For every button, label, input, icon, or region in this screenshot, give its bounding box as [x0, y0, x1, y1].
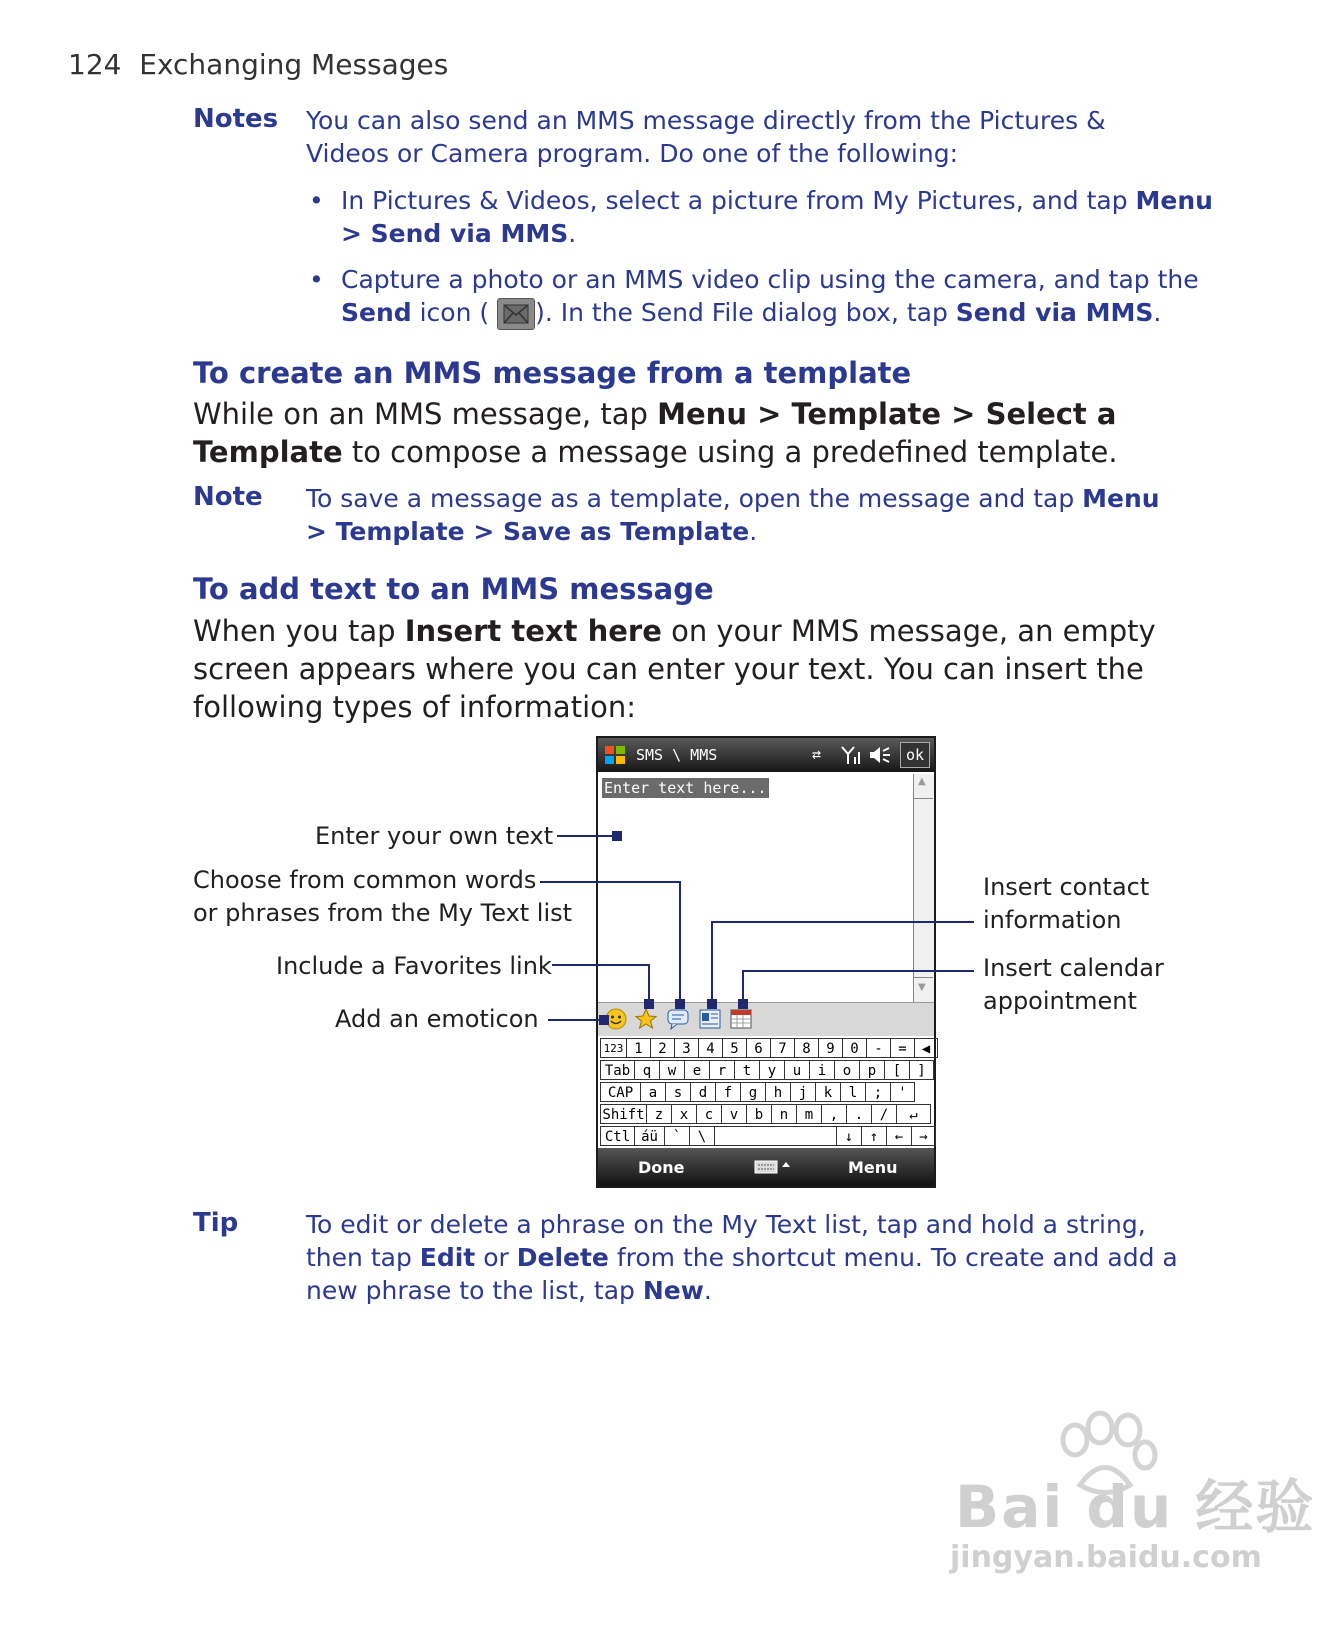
bullet-2-bold-2: Send via MMS [955, 298, 1154, 327]
key[interactable]: q [634, 1060, 659, 1080]
key[interactable]: b [746, 1104, 771, 1124]
key[interactable]: ` [664, 1126, 689, 1146]
key[interactable]: 1 [626, 1038, 650, 1058]
marker-favorites [645, 1000, 653, 1008]
key[interactable]: 3 [674, 1038, 698, 1058]
add-text-body-end: on your MMS message, an empty screen appears where you can enter your text. You can insert the following types of information: [193, 614, 1156, 724]
key[interactable]: x [671, 1104, 696, 1124]
callout-contact-2: information [983, 906, 1122, 934]
shift-key[interactable]: Shift [600, 1104, 646, 1124]
marker-calendar [739, 1000, 747, 1008]
note-text-end: . [749, 517, 758, 546]
callout-emoticon: Add an emoticon [335, 1005, 539, 1033]
key[interactable]: 7 [770, 1038, 794, 1058]
bullet-2-end: . [1153, 298, 1162, 327]
backspace-key[interactable]: ◀ [914, 1038, 938, 1058]
line-common-words [540, 882, 680, 1004]
tip-new: New [642, 1276, 704, 1305]
key[interactable]: 2 [650, 1038, 674, 1058]
key[interactable]: a [640, 1082, 665, 1102]
key[interactable]: 0 [842, 1038, 866, 1058]
bullet-1-bold: Menu > Send via MMS [341, 186, 1213, 248]
ok-button[interactable]: ok [900, 742, 930, 768]
key[interactable]: . [846, 1104, 871, 1124]
marker-common-words [676, 1000, 684, 1008]
key[interactable]: e [684, 1060, 709, 1080]
connectivity-icon: ⇄ [812, 745, 822, 763]
bullet-1-text: In Pictures & Videos, select a picture from My Pictures, and tap [341, 186, 1136, 215]
key[interactable]: m [796, 1104, 821, 1124]
key[interactable]: g [740, 1082, 765, 1102]
section-heading-add-text: To add text to an MMS message [193, 572, 714, 606]
arrow-down-key[interactable]: ↓ [836, 1126, 861, 1146]
key[interactable]: s [665, 1082, 690, 1102]
key[interactable]: h [765, 1082, 790, 1102]
key[interactable]: i [809, 1060, 834, 1080]
callout-favorites: Include a Favorites link [276, 952, 552, 980]
key[interactable]: / [871, 1104, 896, 1124]
key[interactable]: c [696, 1104, 721, 1124]
ctrl-key[interactable]: Ctl [600, 1126, 634, 1146]
tip-delete: Delete [516, 1243, 609, 1272]
key[interactable]: 9 [818, 1038, 842, 1058]
tip-text-c: or [475, 1243, 517, 1272]
key[interactable]: 123 [600, 1038, 626, 1058]
key[interactable]: 6 [746, 1038, 770, 1058]
key[interactable]: t [734, 1060, 759, 1080]
notes-text: You can also send an MMS message directly from the Pictures & Videos or Camera program. Do one of the following: [306, 106, 1106, 168]
key[interactable]: ' [890, 1082, 915, 1102]
tip-text [306, 1208, 1186, 1307]
key[interactable]: 4 [698, 1038, 722, 1058]
note-text-a: To save a message as a template, open the message and tap [306, 484, 1083, 513]
tip-text-g: . [703, 1276, 712, 1305]
key[interactable]: j [790, 1082, 815, 1102]
key[interactable]: 8 [794, 1038, 818, 1058]
bullet-2-icon-open: icon ( [411, 298, 490, 327]
key[interactable]: w [659, 1060, 684, 1080]
marker-enter-text [613, 832, 621, 840]
line-calendar [743, 971, 974, 1004]
section-heading-template: To create an MMS message from a template [193, 356, 912, 390]
accent-key[interactable]: áü [634, 1126, 664, 1146]
watermark-url: jingyan.baidu.com [950, 1540, 1262, 1575]
template-body-bold: Menu > Template > Select a Template [193, 397, 1117, 469]
key[interactable]: r [709, 1060, 734, 1080]
arrow-right-key[interactable]: → [911, 1126, 936, 1146]
callout-calendar-2: appointment [983, 987, 1137, 1015]
key[interactable]: p [859, 1060, 884, 1080]
line-favorites [552, 965, 649, 1004]
callout-enter-text: Enter your own text [315, 822, 554, 850]
scroll-up-icon[interactable]: ▲ [918, 776, 926, 787]
caps-key[interactable]: CAP [600, 1082, 640, 1102]
marker-contact [708, 1000, 716, 1008]
bullet-dot: • [309, 265, 324, 294]
key[interactable]: d [690, 1082, 715, 1102]
key[interactable]: ] [909, 1060, 934, 1080]
callout-common-words-2: or phrases from the My Text list [193, 899, 573, 927]
insert-text-placeholder[interactable]: Enter text here... [604, 779, 767, 797]
key[interactable]: - [866, 1038, 890, 1058]
marker-emoticon [600, 1016, 608, 1024]
callout-contact-1: Insert contact [983, 873, 1150, 901]
key[interactable]: = [890, 1038, 914, 1058]
key[interactable]: l [840, 1082, 865, 1102]
callout-common-words-1: Choose from common words [193, 866, 537, 894]
key[interactable]: y [759, 1060, 784, 1080]
enter-key[interactable]: ↵ [896, 1104, 931, 1124]
key[interactable]: z [646, 1104, 671, 1124]
line-contact [712, 922, 974, 1004]
key[interactable]: , [821, 1104, 846, 1124]
key[interactable]: ; [865, 1082, 890, 1102]
bullet-dot: • [309, 186, 324, 215]
key[interactable]: f [715, 1082, 740, 1102]
watermark-brand: Bai du 经验 [955, 1473, 1316, 1541]
key[interactable]: n [771, 1104, 796, 1124]
arrow-up-key[interactable]: ↑ [861, 1126, 886, 1146]
tip-edit: Edit [419, 1243, 476, 1272]
chapter-title: Exchanging Messages [139, 48, 449, 81]
page-number: 124 [68, 48, 122, 81]
template-body-end: to compose a message using a predefined template. [342, 435, 1118, 469]
callout-calendar-1: Insert calendar [983, 954, 1164, 982]
bullet-2-text-2: ). In the Send File dialog box, tap [535, 298, 956, 327]
key[interactable]: \ [689, 1126, 714, 1146]
tip-text-a: To edit or delete a phrase on the My Text list, tap and hold a string, then tap [306, 1210, 1146, 1272]
note-label: Note [193, 482, 263, 512]
key[interactable]: o [834, 1060, 859, 1080]
add-text-body-bold: Insert text here [404, 614, 662, 648]
arrow-left-key[interactable]: ← [886, 1126, 911, 1146]
key[interactable]: [ [884, 1060, 909, 1080]
tip-label: Tip [193, 1208, 239, 1238]
key[interactable]: 5 [722, 1038, 746, 1058]
done-softkey[interactable]: Done [638, 1158, 685, 1177]
bullet-1-end: . [568, 219, 577, 248]
key[interactable]: k [815, 1082, 840, 1102]
bullet-2-text: Capture a photo or an MMS video clip using the camera, and tap the [341, 265, 1199, 294]
notes-label: Notes [193, 104, 279, 134]
key[interactable]: u [784, 1060, 809, 1080]
tab-key[interactable]: Tab [600, 1060, 634, 1080]
bullet-2-send: Send [341, 298, 412, 327]
template-body-text: While on an MMS message, tap [193, 397, 658, 431]
phone-title: SMS \ MMS [636, 746, 718, 764]
tip-text-e: from the shortcut menu. To create and add a new phrase to the list, tap [306, 1243, 1178, 1305]
note-text-bold: Menu > Template > Save as Template [306, 484, 1160, 546]
scroll-down-icon[interactable]: ▼ [918, 982, 926, 993]
menu-softkey[interactable]: Menu [848, 1158, 898, 1177]
key[interactable]: v [721, 1104, 746, 1124]
add-text-body-a: When you tap [193, 614, 405, 648]
